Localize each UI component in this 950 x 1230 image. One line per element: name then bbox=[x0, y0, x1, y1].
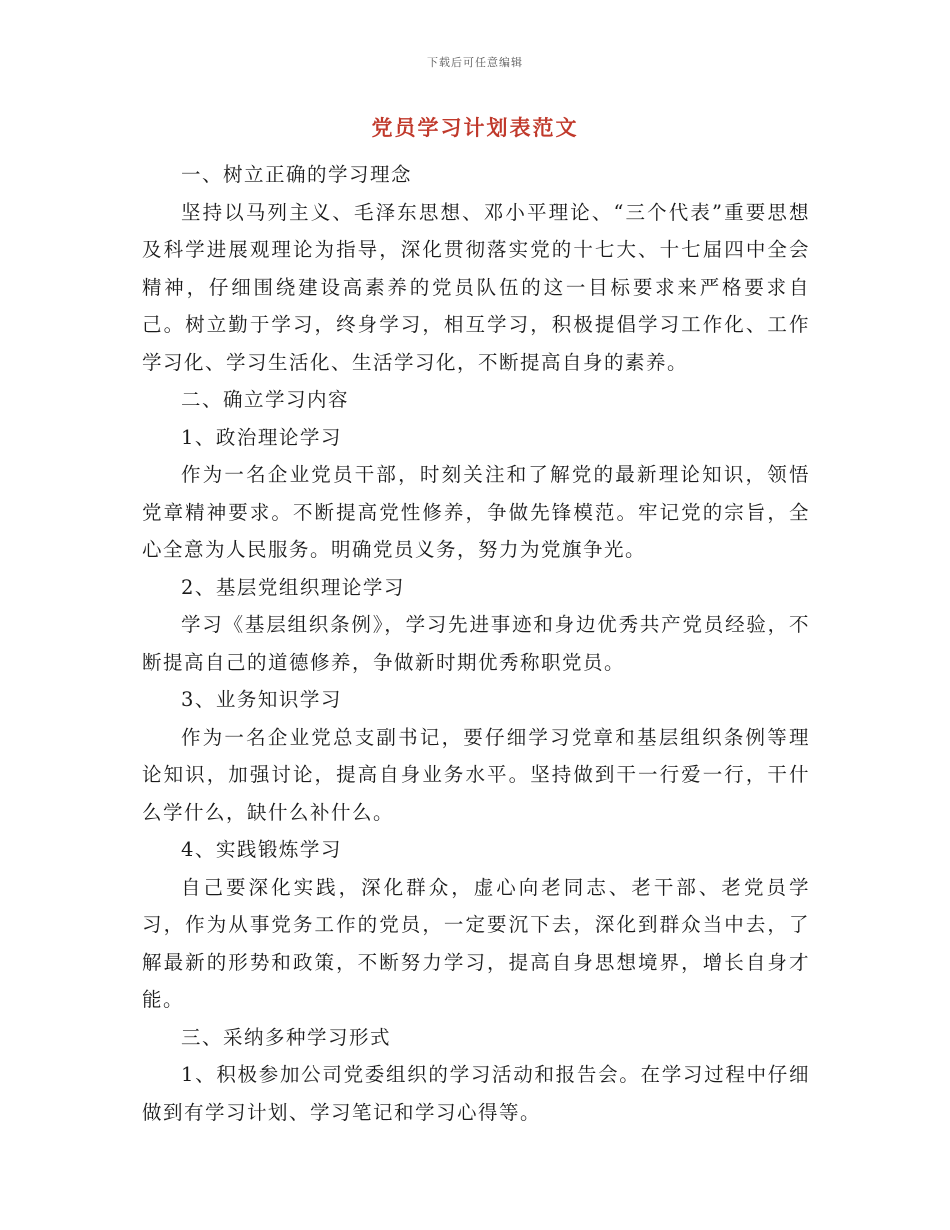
document-body bbox=[142, 156, 810, 1131]
section-heading-3: 三、采纳多种学习形式 bbox=[181, 1025, 392, 1049]
subheading-grassroots-theory: 2、基层党组织理论学习 bbox=[181, 575, 405, 599]
section-heading-1: 一、树立正确的学习理念 bbox=[181, 163, 413, 186]
subheading-political-theory: 1、政治理论学习 bbox=[181, 425, 342, 449]
paragraph: 坚持以马列主义、毛泽东思想、邓小平理论、“三个代表”重要思想及科学进展观理论为指导，深化贯彻落实党的十七大、十七届四中全会精神，仔细围绕建设高素养的党员队伍的这一目标要求来严格要求自己。树立勤于学习，终身学习，相互学习，积极提倡学习工作化、工作学习化、学习生活化、生活学习化，不断提高自身的素养。 bbox=[142, 200, 810, 374]
section-heading-2: 二、确立学习内容 bbox=[181, 388, 350, 411]
header-note: 下载后可任意编辑 bbox=[427, 56, 523, 69]
document-title: 党员学习计划表范文 bbox=[371, 115, 579, 140]
paragraph: 1、积极参加公司党委组织的学习活动和报告会。在学习过程中仔细做到有学习计划、学习笔记和学习心得等。 bbox=[142, 1063, 810, 1124]
paragraph: 学习《基层组织条例》，学习先进事迹和身边优秀共产党员经验，不断提高自己的道德修养，争做新时期优秀称职党员。 bbox=[142, 613, 810, 674]
subheading-practice: 4、实践锻炼学习 bbox=[181, 838, 342, 861]
paragraph: 作为一名企业党员干部，时刻关注和了解党的最新理论知识，领悟党章精神要求。不断提高党性修养，争做先锋模范。牢记党的宗旨，全心全意为人民服务。明确党员义务，努力为党旗争光。 bbox=[142, 463, 810, 561]
paragraph: 自己要深化实践，深化群众，虚心向老同志、老干部、老党员学习，作为从事党务工作的党员，一定要沉下去，深化到群众当中去，了解最新的形势和政策，不断努力学习，提高自身思想境界，增长自身才能。 bbox=[142, 875, 810, 1011]
paragraph: 作为一名企业党总支副书记，要仔细学习党章和基层组织条例等理论知识，加强讨论，提高自身业务水平。坚持做到干一行爱一行，干什么学什么，缺什么补什么。 bbox=[142, 725, 810, 824]
subheading-business-knowledge: 3、业务知识学习 bbox=[181, 688, 342, 711]
